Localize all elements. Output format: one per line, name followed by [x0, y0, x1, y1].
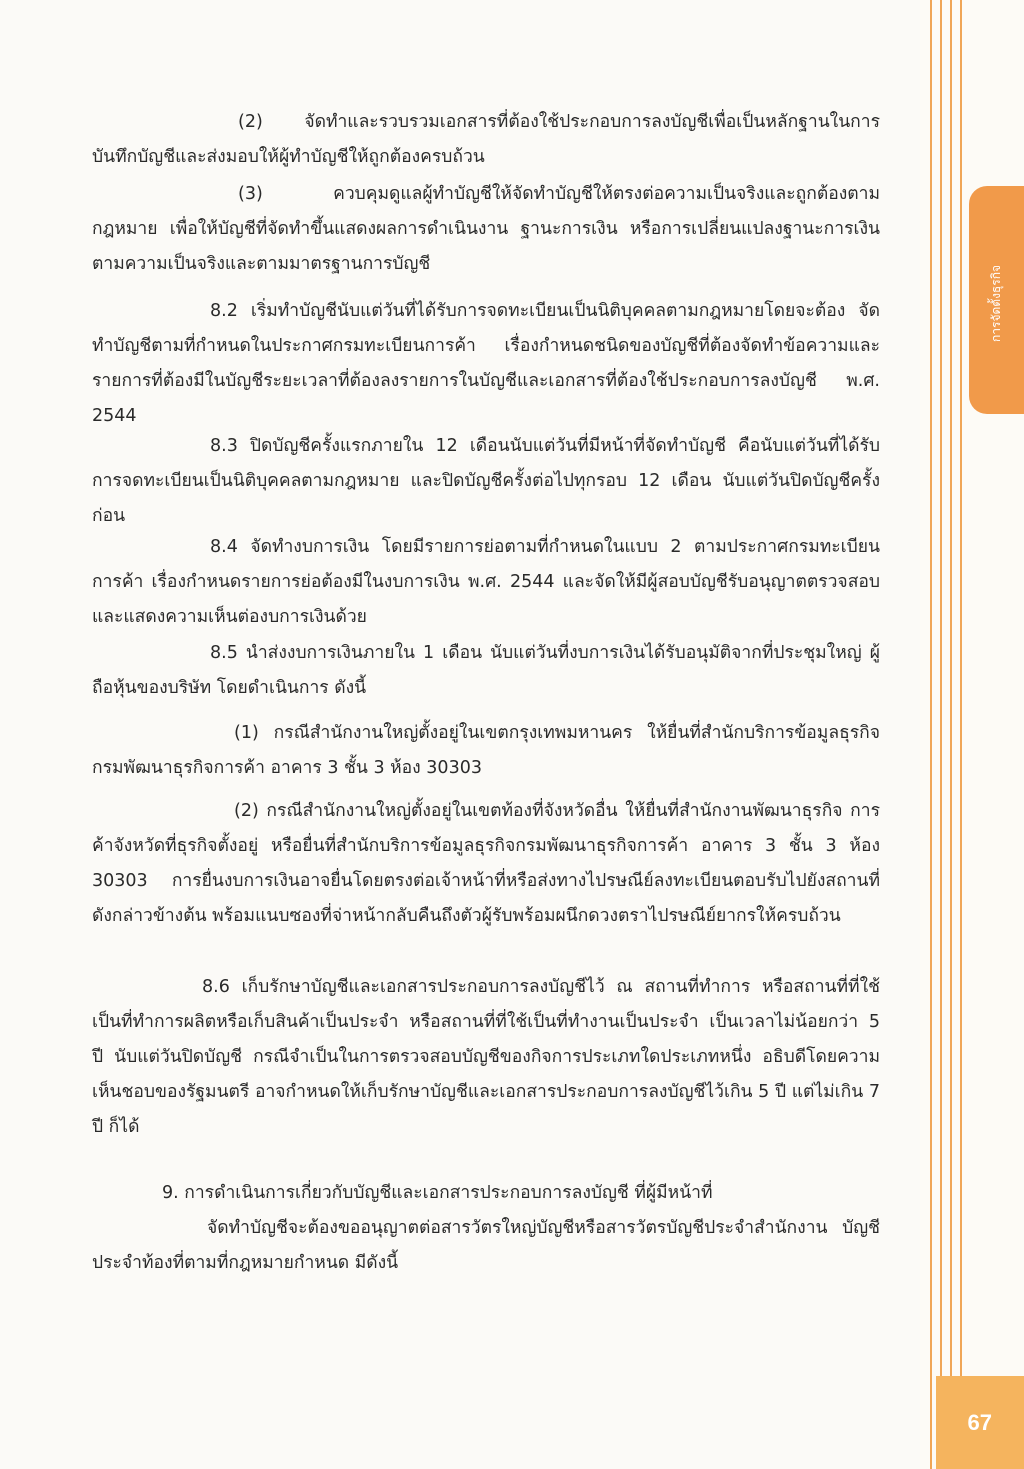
paragraph-first-line: จัดทำบัญชีจะต้องขออนุญาตต่อสารวัตรใหญ่บัญชีหรือสารวัตรบัญชีประจำสำนักงาน	[207, 1218, 828, 1238]
paragraph-first-line: 9. การดำเนินการเกี่ยวกับบัญชีและเอกสารประกอบการลงบัญชี ที่ผู้มีหน้าที่	[162, 1183, 713, 1203]
paragraph-8-3	[92, 429, 880, 534]
paragraph-8-2	[92, 294, 880, 434]
paragraph-first-line: 8.2 เริ่มทำบัญชีนับแต่วันที่ได้รับการจดทะเบียนเป็นนิติบุคคลตามกฎหมายโดยจะต้อง	[210, 301, 846, 321]
paragraph-rest: กฎหมาย เพื่อให้บัญชีที่จัดทำขึ้นแสดงผลการดำเนินงาน ฐานะการเงิน หรือการเปลี่ยนแปลงฐานะการเงิน ตามความเป็นจริงและตามมาตรฐานการบัญชี	[92, 219, 880, 274]
paragraph-first-line: 8.6 เก็บรักษาบัญชีและเอกสารประกอบการลงบัญชีไว้ ณ สถานที่ทำการ หรือสถานที่ที่ใช้	[202, 977, 880, 997]
paragraph-8-5-1	[92, 716, 880, 786]
section-9-heading	[92, 1176, 880, 1211]
paragraph-8-5-2	[92, 794, 880, 934]
paragraph-first-line: (3) ควบคุมดูแลผู้ทำบัญชีให้จัดทำบัญชีให้ตรงต่อความเป็นจริงและถูกต้องตาม	[238, 184, 880, 204]
paragraph-rest: การค้า เรื่องกำหนดรายการย่อต้องมีในงบการเงิน พ.ศ. 2544 และจัดให้มีผู้สอบบัญชีรับอนุญาตตรวจสอบ และแสดงความเห็นต่องบการเงินด้วย	[92, 572, 880, 627]
section-9-body	[92, 1211, 880, 1281]
margin-rule	[960, 0, 962, 1469]
paragraph-8-5	[92, 636, 880, 706]
paragraph-rest: บัญชีประจำท้องที่ตามที่กฎหมายกำหนด มีดังนี้	[92, 1218, 880, 1273]
margin-rule	[950, 0, 952, 1469]
paragraph-8-4	[92, 530, 880, 635]
paragraph-first-line: (1) กรณีสำนักงานใหญ่ตั้งอยู่ในเขตกรุงเทพมหานคร ให้ยื่นที่สำนักบริการข้อมูลธุรกิจ	[234, 723, 880, 743]
paragraph-rest: กรมพัฒนาธุรกิจการค้า อาคาร 3 ชั้น 3 ห้อง 30303	[92, 758, 482, 778]
paragraph-first-line: (2) กรณีสำนักงานใหญ่ตั้งอยู่ในเขตท้องที่จังหวัดอื่น ให้ยื่นที่สำนักงานพัฒนาธุรกิจ	[234, 801, 843, 821]
paragraph-rest: เป็นที่ทำการผลิตหรือเก็บสินค้าเป็นประจำ หรือสถานที่ที่ใช้เป็นที่ทำงานเป็นประจำ เป็นเวลาไม่น้อยกว่า 5 ปี นับแต่วันปิดบัญชี กรณีจำเป็นในการตรวจสอบบัญชีของกิจการประเภทใดประเภทหนึ่ง อธิบดีโดยความเห็นชอบของรัฐมนตรี อาจกำหนดให้เก็บรักษาบัญชีและเอกสารประกอบการลงบัญชีไว้เกิน 5 ปี แต่ไม่เกิน 7 ปี ก็ได้	[92, 1012, 880, 1137]
paragraph-first-line: 8.5 นำส่งงบการเงินภายใน 1 เดือน นับแต่วันที่งบการเงินได้รับอนุมัติจากที่ประชุมใหญ่	[210, 643, 862, 663]
paragraph-rest: ผู้ถือหุ้นของบริษัท โดยดำเนินการ ดังนี้	[92, 643, 880, 698]
paragraph-2	[92, 105, 880, 175]
page-number: 67	[967, 1410, 992, 1435]
paragraph-first-line: (2) จัดทำและรวบรวมเอกสารที่ต้องใช้ประกอบการลงบัญชีเพื่อเป็นหลักฐานในการ	[238, 112, 880, 132]
paragraph-rest: การค้าจังหวัดที่ธุรกิจตั้งอยู่ หรือยื่นที่สำนักบริการข้อมูลธุรกิจกรมพัฒนาธุรกิจการค้า อาคาร 3 ชั้น 3 ห้อง 30303 การยื่นงบการเงินอาจยื่นโดยตรงต่อเจ้าหน้าที่หรือส่งทางไปรษณีย์ลงทะเบียนตอบรับไปยังสถานที่ดังกล่าวข้างต้น พร้อมแนบซองที่จ่าหน้ากลับคืนถึงตัวผู้รับพร้อมผนึกดวงตราไปรษณีย์ยากรให้ครบถ้วน	[92, 801, 880, 926]
paragraph-rest: บันทึกบัญชีและส่งมอบให้ผู้ทำบัญชีให้ถูกต้องครบถ้วน	[92, 147, 485, 167]
paragraph-rest: การจดทะเบียนเป็นนิติบุคคลตามกฎหมาย และปิดบัญชีครั้งต่อไปทุกรอบ 12 เดือน นับแต่วันปิดบัญชีครั้งก่อน	[92, 471, 880, 526]
paragraph-8-6	[92, 970, 880, 1145]
paragraph-first-line: 8.3 ปิดบัญชีครั้งแรกภายใน 12 เดือนนับแต่วันที่มีหน้าที่จัดทำบัญชี คือนับแต่วันที่ได้รับ	[210, 436, 880, 456]
section-side-tab-label: การจัดตั้งธุรกิจ	[989, 265, 1003, 342]
paragraph-first-line: 8.4 จัดทำงบการเงิน โดยมีรายการย่อตามที่กำหนดในแบบ 2 ตามประกาศกรมทะเบียน	[210, 537, 880, 557]
margin-rule	[930, 0, 932, 1469]
paragraph-3	[92, 177, 880, 282]
paragraph-rest: จัดทำบัญชีตามที่กำหนดในประกาศกรมทะเบียนการค้า เรื่องกำหนดชนิดของบัญชีที่ต้องจัดทำข้อความและรายการที่ต้องมีในบัญชีระยะเวลาที่ต้องลงรายการในบัญชีและเอกสารที่ต้องใช้ประกอบการลงบัญชี พ.ศ. 2544	[92, 301, 880, 426]
margin-rule	[940, 0, 942, 1469]
